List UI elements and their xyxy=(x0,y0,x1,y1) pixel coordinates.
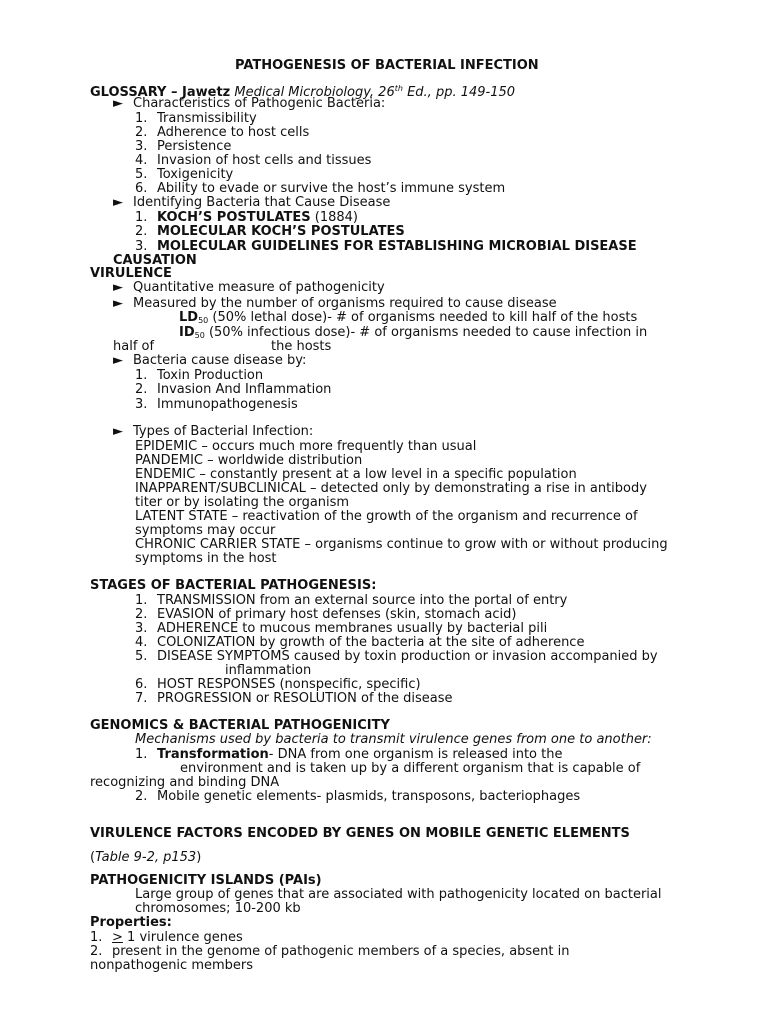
id50-line: $ID_{50}$ (50% infectious dose)- # of organisms needed to cause infection in xyxy=(179,325,648,340)
list-item: 3. ADHERENCE to mucous membranes usually by bacterial pili xyxy=(135,621,548,636)
bullet-virulence-1: ► Quantitative measure of pathogenicity xyxy=(113,280,385,295)
bullet-characteristics: ► Characteristics of Pathogenic Bacteria: xyxy=(113,96,386,111)
list-item: 2. Adherence to host cells xyxy=(135,125,310,140)
id50-wrap-b: the hosts xyxy=(271,339,332,354)
list-item: 1. > 1 virulence genes xyxy=(90,930,243,945)
list-item: 6. Ability to evade or survive the host’s immune system xyxy=(135,181,506,196)
list-item: 5. Toxigenicity xyxy=(135,167,234,182)
text-line: Large group of genes that are associated with pathogenicity located on bacterial xyxy=(135,887,662,902)
bullet-arrow-icon: ► xyxy=(113,280,123,295)
list-item: 6. HOST RESPONSES (nonspecific, specific) xyxy=(135,677,421,692)
glossary-label: GLOSSARY – Jawetz xyxy=(90,85,231,100)
list-item: 3. MOLECULAR GUIDELINES FOR ESTABLISHING MICROBIAL DISEASE xyxy=(135,239,637,254)
glossary-ref-tail: Ed., pp. 149-150 xyxy=(407,85,516,100)
list-item: 2. Mobile genetic elements- plasmids, transposons, bacteriophages xyxy=(135,789,581,804)
list-item: 2. Invasion And Inflammation xyxy=(135,382,332,397)
text-line: recognizing and binding DNA xyxy=(90,775,280,790)
list-item: 1. Transmissibility xyxy=(135,111,257,126)
text-line: titer or by isolating the organism xyxy=(135,495,350,510)
bullet-arrow-icon: ► xyxy=(113,96,123,111)
text-line: nonpathogenic members xyxy=(90,958,254,973)
id50-wrap-a: half of xyxy=(113,339,155,354)
document-title: PATHOGENESIS OF BACTERIAL INFECTION xyxy=(235,58,539,73)
list-item: 1. Transformation- DNA from one organism is released into the xyxy=(135,747,563,762)
bullet-types: ► Types of Bacterial Infection: xyxy=(113,424,314,439)
list-item: 2. EVASION of primary host defenses (skin, stomach acid) xyxy=(135,607,517,622)
glossary-ref: Medical Microbiology, 26 xyxy=(234,85,395,100)
list-item: 3. Immunopathogenesis xyxy=(135,397,298,412)
text-line: PANDEMIC – worldwide distribution xyxy=(135,453,363,468)
section-heading-pai: PATHOGENICITY ISLANDS (PAIs) xyxy=(90,873,322,888)
section-heading-stages: STAGES OF BACTERIAL PATHOGENESIS: xyxy=(90,578,377,593)
list-item: 4. Invasion of host cells and tissues xyxy=(135,153,372,168)
genomics-subtitle: Mechanisms used by bacteria to transmit virulence genes from one to another: xyxy=(135,732,652,747)
text-line: symptoms may occur xyxy=(135,523,276,538)
bullet-arrow-icon: ► xyxy=(113,195,123,210)
section-heading-genomics: GENOMICS & BACTERIAL PATHOGENICITY xyxy=(90,718,390,733)
bullet-virulence-2: ► Measured by the number of organisms required to cause disease xyxy=(113,296,557,311)
table-reference: (Table 9-2, p153) xyxy=(90,850,202,865)
ld50-line: $LD_{50}$ (50% lethal dose)- # of organisms needed to kill half of the hosts xyxy=(179,310,638,325)
list-item: 3. Persistence xyxy=(135,139,232,154)
text-line: INAPPARENT/SUBCLINICAL – detected only by demonstrating a rise in antibody xyxy=(135,481,647,496)
section-heading-virulence-factors: VIRULENCE FACTORS ENCODED BY GENES ON MOBILE GENETIC ELEMENTS xyxy=(90,826,630,841)
bullet-arrow-icon: ► xyxy=(113,424,123,439)
list-item: 1. KOCH’S POSTULATES (1884) xyxy=(135,210,358,225)
text-line: environment and is taken up by a different organism that is capable of xyxy=(180,761,641,776)
section-heading-virulence: VIRULENCE xyxy=(90,266,172,281)
text-line: chromosomes; 10-200 kb xyxy=(135,901,301,916)
properties-heading: Properties: xyxy=(90,915,172,930)
list-item-wrap: CAUSATION xyxy=(113,253,197,268)
text-line: LATENT STATE – reactivation of the growth of the organism and recurrence of xyxy=(135,509,638,524)
text-line: symptoms in the host xyxy=(135,551,277,566)
bullet-arrow-icon: ► xyxy=(113,353,123,368)
list-item: 7. PROGRESSION or RESOLUTION of the disease xyxy=(135,691,453,706)
glossary-ref-sup: th xyxy=(394,84,403,93)
list-item: 1. TRANSMISSION from an external source into the portal of entry xyxy=(135,593,568,608)
text-line: ENDEMIC – constantly present at a low level in a specific population xyxy=(135,467,577,482)
list-item: 4. COLONIZATION by growth of the bacteria at the site of adherence xyxy=(135,635,585,650)
list-item-wrap: inflammation xyxy=(225,663,312,678)
bullet-arrow-icon: ► xyxy=(113,296,123,311)
list-item: 5. DISEASE SYMPTOMS caused by toxin production or invasion accompanied by xyxy=(135,649,658,664)
list-item: 1. Toxin Production xyxy=(135,368,264,383)
bullet-cause: ► Bacteria cause disease by: xyxy=(113,353,307,368)
list-item: 2. present in the genome of pathogenic members of a species, absent in xyxy=(90,944,570,959)
bullet-identifying: ► Identifying Bacteria that Cause Disease xyxy=(113,195,391,210)
list-item: 2. MOLECULAR KOCH’S POSTULATES xyxy=(135,224,405,239)
text-line: EPIDEMIC – occurs much more frequently than usual xyxy=(135,439,477,454)
text-line: CHRONIC CARRIER STATE – organisms continue to grow with or without producing xyxy=(135,537,668,552)
